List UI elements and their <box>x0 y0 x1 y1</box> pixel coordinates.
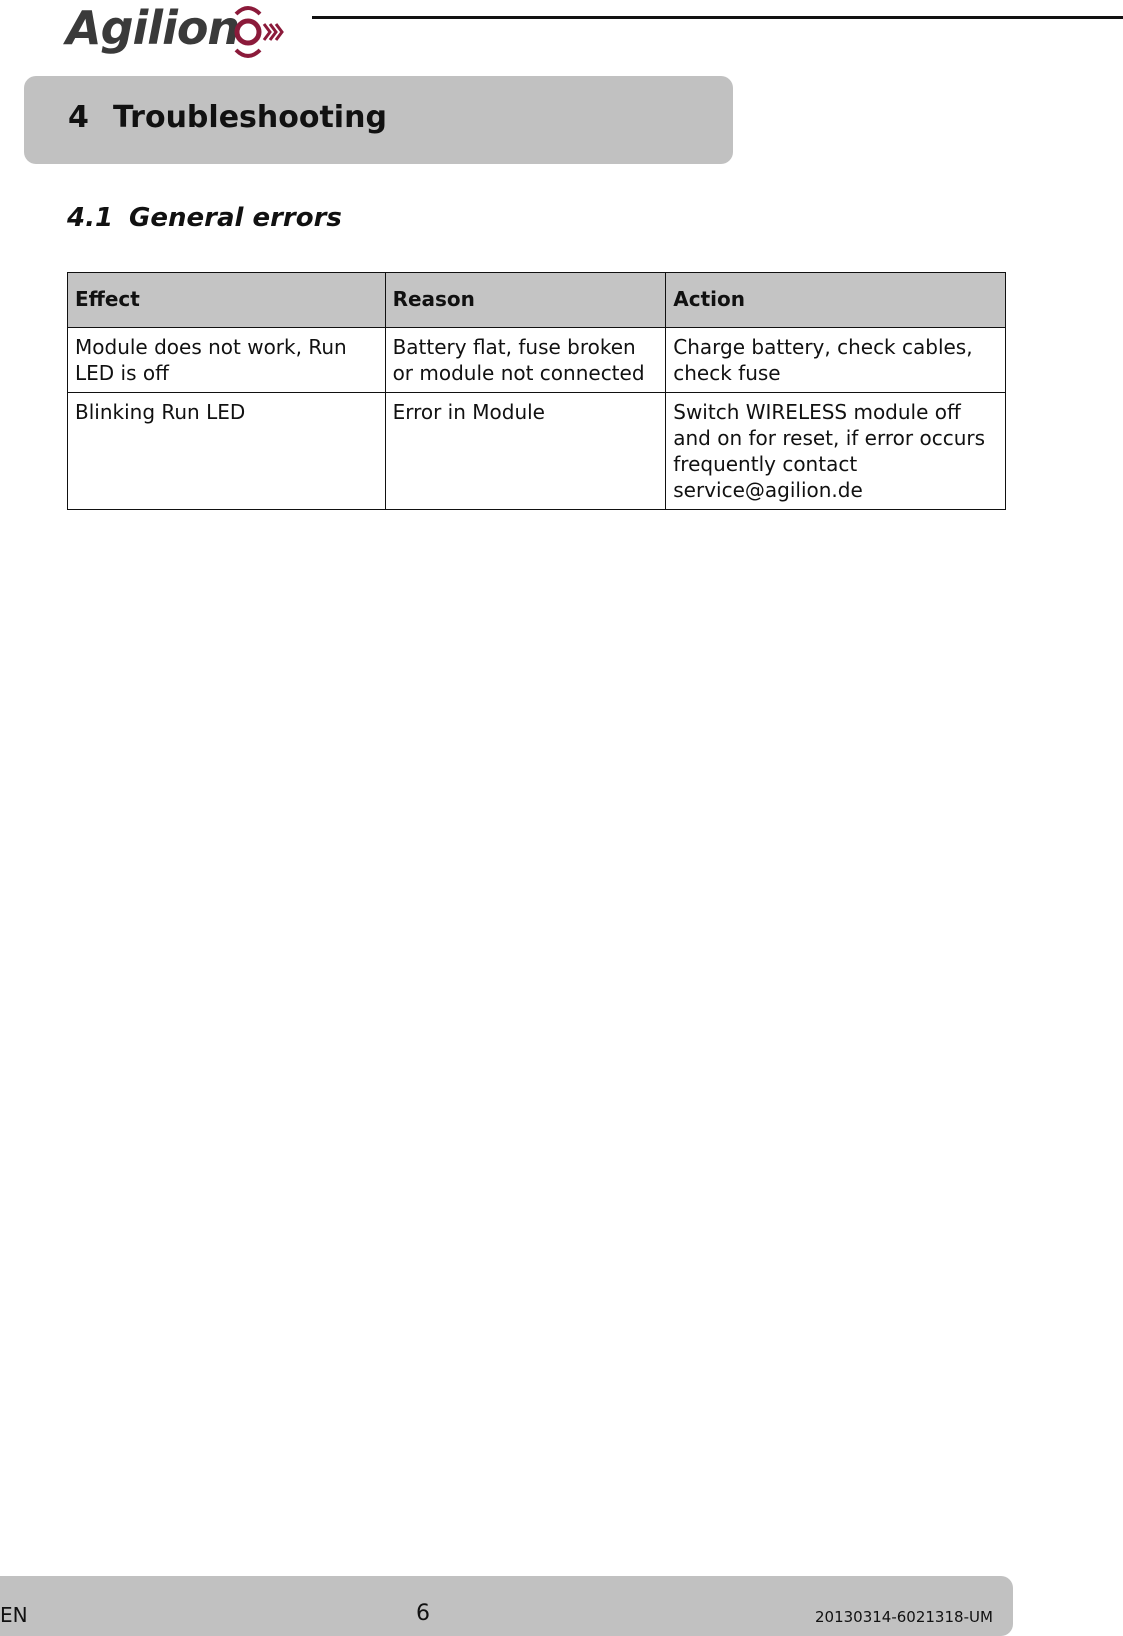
chapter-banner <box>24 76 733 164</box>
table-cell-action: Switch WIRELESS module off and on for reset, if error occurs frequently contact service@agilion.de <box>666 393 1006 510</box>
column-header-effect: Effect <box>68 273 386 328</box>
table-cell-action: Charge battery, check cables, check fuse <box>666 328 1006 393</box>
chapter-title: Troubleshooting <box>113 100 387 135</box>
logo-wordmark: Agilion <box>66 1 240 55</box>
column-header-reason: Reason <box>385 273 666 328</box>
section-title: General errors <box>129 203 342 233</box>
footer-language: EN <box>0 1603 28 1627</box>
column-header-action: Action <box>666 273 1006 328</box>
table-cell-reason: Error in Module <box>385 393 666 510</box>
chapter-heading <box>68 98 387 138</box>
table-row <box>68 393 1006 510</box>
company-logo <box>66 0 286 66</box>
section-number: 4.1 <box>67 203 114 233</box>
table-cell-effect: Blinking Run LED <box>68 393 386 510</box>
footer-bar <box>0 1576 1013 1636</box>
table-row <box>68 328 1006 393</box>
errors-table <box>67 272 1006 510</box>
document-id: 20130314-6021318-UM <box>815 1608 993 1626</box>
table-cell-reason: Battery flat, fuse broken or module not connected <box>385 328 666 393</box>
table-cell-effect: Module does not work, Run LED is off <box>68 328 386 393</box>
signal-waves-icon <box>222 0 286 64</box>
chapter-number: 4 <box>68 100 89 135</box>
header-rule <box>312 16 1123 19</box>
table-header-row <box>68 273 1006 328</box>
section-heading <box>67 200 342 236</box>
page-number: 6 <box>416 1601 430 1626</box>
